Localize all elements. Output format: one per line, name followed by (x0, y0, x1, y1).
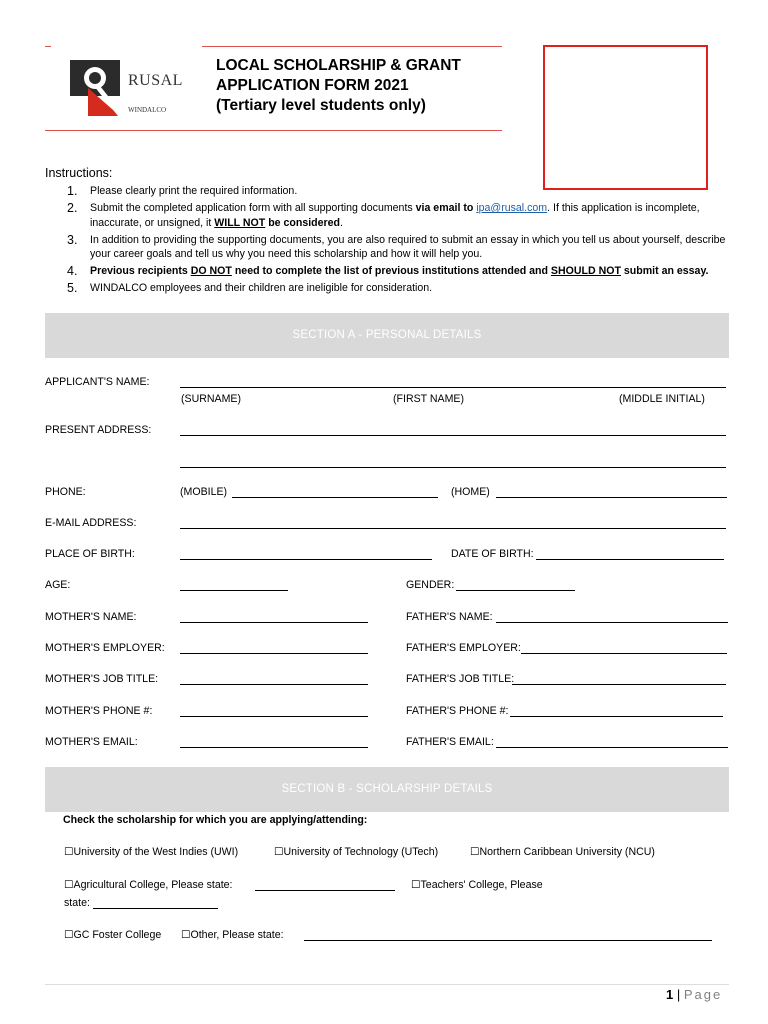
instruction-item (45, 233, 735, 262)
email-link[interactable]: ipa@rusal.com (476, 202, 548, 214)
instruction-item (45, 184, 735, 199)
header-rule-bottom (45, 130, 502, 131)
fathers-name-field[interactable] (496, 609, 728, 623)
checkbox-icon[interactable]: ☐ (64, 879, 74, 891)
fathers-email-field[interactable] (496, 734, 728, 748)
instruction-bold: be considered (265, 216, 341, 229)
instruction-number: 4. (67, 264, 78, 278)
checkbox-icon[interactable]: ☐ (181, 929, 191, 941)
checkbox-icon[interactable]: ☐ (470, 846, 480, 858)
fathers-employer-label: FATHER'S EMPLOYER: (406, 642, 521, 654)
option-label: Northern Caribbean University (NCU) (479, 846, 655, 858)
present-address-field-2[interactable] (180, 454, 726, 468)
mothers-job-title-label: MOTHER'S JOB TITLE: (45, 673, 159, 685)
place-of-birth-label: PLACE OF BIRTH: (45, 548, 135, 560)
option-uwi[interactable] (64, 846, 238, 858)
mobile-caption: (MOBILE) (180, 486, 228, 498)
instruction-bold: Previous recipients (90, 265, 191, 277)
home-caption: (HOME) (451, 486, 490, 498)
teachers-state-label: state: (64, 897, 90, 909)
phone-label: PHONE: (45, 486, 86, 498)
instruction-number: 5. (67, 281, 78, 295)
option-other[interactable] (181, 929, 284, 941)
place-of-birth-field[interactable] (180, 546, 432, 560)
title-line-2: APPLICATION FORM 2021 (216, 77, 409, 94)
fathers-job-title-label: FATHER'S JOB TITLE: (406, 673, 515, 685)
email-label: E-MAIL ADDRESS: (45, 517, 137, 529)
footer-divider (45, 984, 729, 985)
mothers-email-field[interactable] (180, 734, 368, 748)
section-b-header: SECTION B - SCHOLARSHIP DETAILS (45, 767, 729, 812)
form-title (216, 56, 461, 116)
option-utech[interactable] (274, 846, 438, 858)
date-of-birth-field[interactable] (536, 546, 724, 560)
gender-label: GENDER: (406, 579, 455, 591)
applicant-name-label: APPLICANT'S NAME: (45, 376, 150, 388)
header-rule-left-stub (45, 46, 51, 47)
age-field[interactable] (180, 577, 288, 591)
option-label: University of the West Indies (UWI) (73, 846, 239, 858)
logo-brand: RUSAL (128, 72, 183, 89)
instructions-list (45, 184, 735, 298)
teachers-state-field[interactable] (93, 895, 218, 909)
option-agricultural[interactable] (64, 879, 233, 891)
header-rule-top (202, 46, 502, 47)
instruction-bold: need to complete the list of previous institutions attended and (231, 265, 551, 277)
fathers-phone-field[interactable] (510, 703, 723, 717)
mothers-job-title-field[interactable] (180, 671, 368, 685)
present-address-label: PRESENT ADDRESS: (45, 424, 152, 436)
page-number: 1 (666, 987, 674, 1002)
instruction-text: WINDALCO employees and their children are ineligible for consideration. (90, 282, 433, 294)
middle-initial-caption: (MIDDLE INITIAL) (619, 393, 705, 405)
mothers-employer-label: MOTHER'S EMPLOYER: (45, 642, 165, 654)
instruction-text: In addition to providing the supporting documents, you are also required to submit an essay in which you tell us about yourself, describe your career goals and tell us why you need this scholarship and how it will help you. (90, 233, 726, 260)
option-label: Agricultural College, Please state: (73, 879, 233, 891)
mothers-phone-label: MOTHER'S PHONE #: (45, 705, 153, 717)
mothers-phone-field[interactable] (180, 703, 368, 717)
option-label: Other, Please state: (190, 929, 284, 941)
applicant-name-field[interactable] (180, 374, 726, 388)
mothers-name-field[interactable] (180, 609, 368, 623)
page-label: Page (683, 987, 723, 1002)
agricultural-state-field[interactable] (255, 877, 395, 891)
instructions-heading: Instructions: (45, 166, 113, 180)
option-gc-foster[interactable] (64, 929, 161, 941)
instruction-number: 3. (67, 232, 78, 247)
surname-caption: (SURNAME) (181, 393, 242, 405)
instruction-number: 1. (67, 184, 78, 198)
instruction-item (45, 201, 735, 230)
mothers-email-label: MOTHER'S EMAIL: (45, 736, 138, 748)
instruction-text: . If this application is incomplete, inaccurate, or unsigned, it (90, 202, 700, 229)
present-address-field-1[interactable] (180, 422, 726, 436)
photo-box[interactable] (543, 45, 708, 190)
logo-sub: WINDALCO (128, 106, 167, 114)
instruction-text: Please clearly print the required information. (90, 185, 298, 197)
option-label: Teachers' College, Please (420, 879, 543, 891)
instruction-bold-underline: WILL NOT (214, 216, 266, 229)
instruction-text: . (340, 216, 343, 229)
fathers-email-label: FATHER'S EMAIL: (406, 736, 494, 748)
checkbox-icon[interactable]: ☐ (411, 879, 421, 891)
checkbox-icon[interactable]: ☐ (64, 929, 74, 941)
other-state-field[interactable] (304, 927, 712, 941)
fathers-phone-label: FATHER'S PHONE #: (406, 705, 509, 717)
page-footer (666, 987, 722, 1002)
instruction-text: Submit the completed application form with all supporting documents (90, 202, 416, 214)
age-label: AGE: (45, 579, 71, 591)
section-a-header: SECTION A - PERSONAL DETAILS (45, 313, 729, 358)
title-line-3: (Tertiary level students only) (216, 97, 426, 114)
gender-field[interactable] (456, 577, 575, 591)
mobile-phone-field[interactable] (232, 484, 438, 498)
checkbox-icon[interactable]: ☐ (64, 846, 74, 858)
instruction-bold: via email to (415, 202, 477, 214)
email-field[interactable] (180, 515, 726, 529)
mothers-name-label: MOTHER'S NAME: (45, 611, 137, 623)
instruction-item (45, 281, 735, 296)
home-phone-field[interactable] (496, 484, 727, 498)
checkbox-icon[interactable]: ☐ (274, 846, 284, 858)
instruction-bold-underline: SHOULD NOT (550, 265, 621, 277)
fathers-employer-field[interactable] (521, 640, 727, 654)
first-name-caption: (FIRST NAME) (393, 393, 465, 405)
mothers-employer-field[interactable] (180, 640, 368, 654)
option-teachers[interactable] (411, 879, 543, 891)
instruction-bold: submit an essay. (620, 265, 709, 277)
option-ncu[interactable] (470, 846, 655, 858)
scholarship-prompt: Check the scholarship for which you are applying/attending: (63, 814, 368, 826)
option-label: GC Foster College (73, 929, 162, 941)
date-of-birth-label: DATE OF BIRTH: (451, 548, 534, 560)
instruction-item (45, 264, 735, 279)
fathers-job-title-field[interactable] (512, 671, 726, 685)
page-separator: | (673, 987, 684, 1002)
option-label: University of Technology (UTech) (283, 846, 439, 858)
fathers-name-label: FATHER'S NAME: (406, 611, 493, 623)
instruction-number: 2. (67, 201, 78, 215)
title-line-1: LOCAL SCHOLARSHIP & GRANT (216, 57, 461, 74)
instruction-bold-underline: DO NOT (190, 265, 232, 277)
